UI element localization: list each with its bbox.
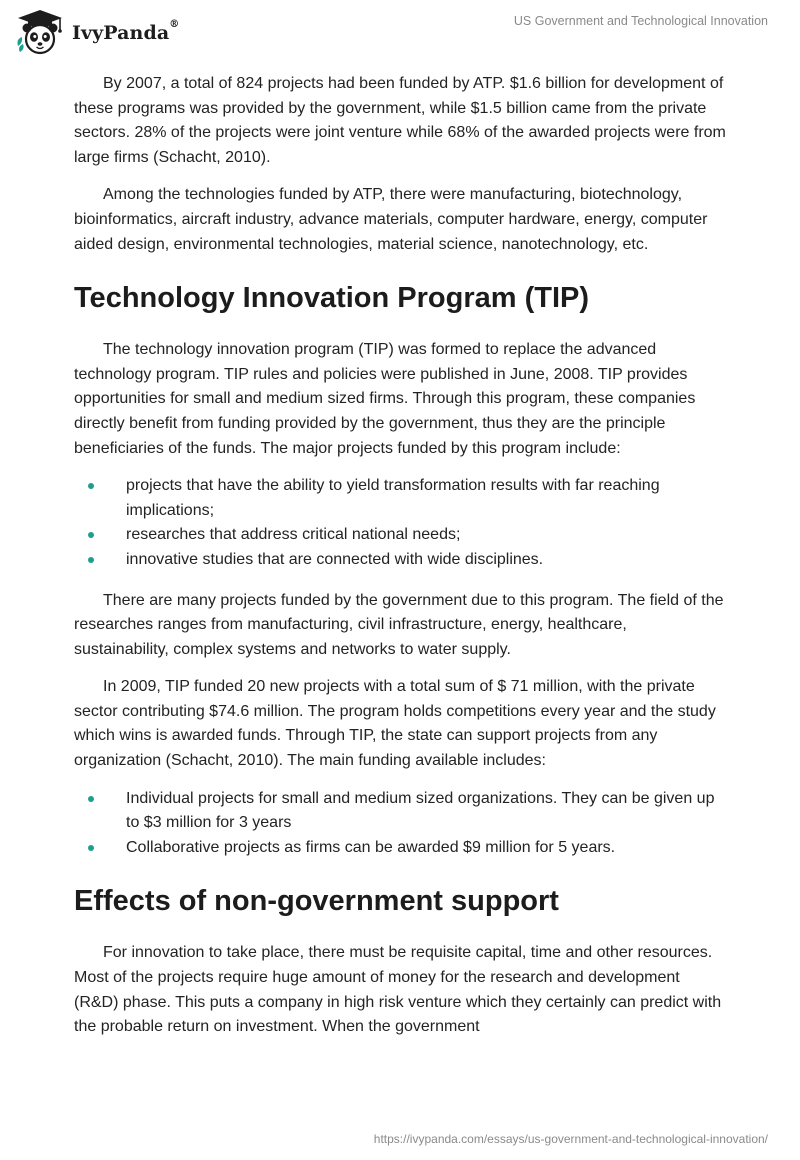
- list-item: Individual projects for small and medium sized organizations. They can be given up to $3 million for 3 years: [74, 787, 726, 836]
- bullet-icon: [88, 532, 94, 538]
- page-header: [0, 0, 800, 64]
- list-item: innovative studies that are connected with wide disciplines.: [74, 548, 726, 573]
- logo-wordmark: IvyPanda®: [72, 19, 180, 44]
- bullet-icon: [88, 557, 94, 563]
- footer-source-url[interactable]: https://ivypanda.com/essays/us-government-and-technological-innovation/: [373, 1132, 768, 1146]
- bullet-icon: [88, 796, 94, 802]
- tip-funding-list: [74, 787, 726, 861]
- paragraph-tip-2009: In 2009, TIP funded 20 new projects with a total sum of $ 71 million, with the private sector contributing $74.6 million. The program holds competitions every year and the study which wins is awarded funds. Through TIP, the state can support projects from any organization (Schacht, 2010). The main funding available includes:: [74, 678, 716, 770]
- essay-content: [74, 72, 726, 1053]
- paragraph-atp-technologies: Among the technologies funded by ATP, there were manufacturing, biotechnology, bioinformatics, aircraft industry, advance materials, computer hardware, energy, computer aided design, environmental technologies, material science, nanotechnology, etc.: [74, 186, 708, 253]
- paragraph-tip-intro: The technology innovation program (TIP) was formed to replace the advanced technology program. TIP rules and policies were published in June, 2008. TIP provides opportunities for small and medium sized firms. Through this program, these companies directly benefit from funding provided by the government, thus they are the principle beneficiaries of the funds. The major projects funded by this program include:: [74, 341, 696, 457]
- paragraph-innovation-capital: For innovation to take place, there must be requisite capital, time and other resources. Most of the projects require huge amount of money for the research and development (R&D) phase. This puts a company in high risk venture which they certainly can predict with the probable return on investment. When the government: [74, 944, 722, 1036]
- bullet-icon: [88, 483, 94, 489]
- heading-tip: Technology Innovation Program (TIP): [74, 282, 590, 315]
- list-item: projects that have the ability to yield transformation results with far reaching implications;: [74, 474, 726, 523]
- bullet-icon: [88, 845, 94, 851]
- list-item: researches that address critical national needs;: [74, 523, 726, 548]
- paragraph-tip-fields: There are many projects funded by the government due to this program. The field of the researches ranges from manufacturing, civil infrastructure, energy, healthcare, sustainability, complex systems and networks to water supply.: [74, 591, 724, 658]
- heading-non-government-support: Effects of non-government support: [74, 885, 559, 918]
- ivypanda-logo[interactable]: [14, 8, 179, 56]
- document-title: US Government and Technological Innovation: [513, 14, 768, 28]
- list-item: Collaborative projects as firms can be awarded $9 million for 5 years.: [74, 836, 726, 861]
- paragraph-atp-funding: By 2007, a total of 824 projects had been funded by ATP. $1.6 billion for development of these programs was provided by the government, while $1.5 billion came from the private sectors. 28% of the projects were joint venture while 68% of the awarded projects were from large firms (Schacht, 2010).: [74, 75, 726, 166]
- tip-projects-list: [74, 474, 726, 572]
- panda-logo-icon: [14, 8, 66, 56]
